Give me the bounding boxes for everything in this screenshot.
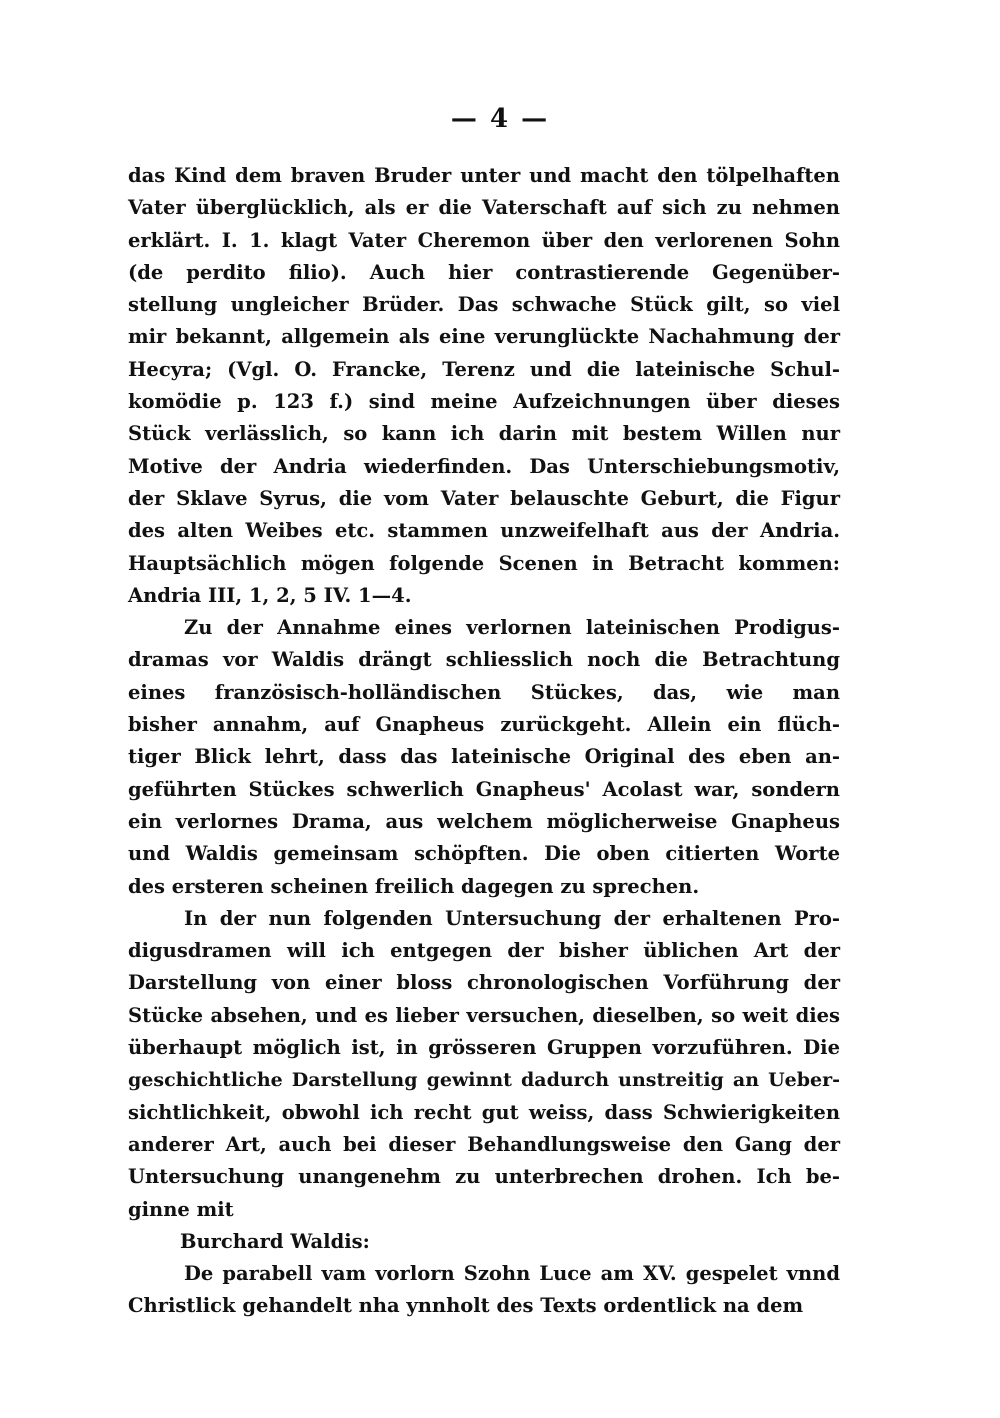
text-line: der Sklave Syrus, die vom Vater belauschte Geburt, die Figur	[128, 486, 840, 510]
text-line: digusdramen will ich entgegen der bisher üblichen Art der	[128, 939, 840, 963]
text-line: ginne mit	[128, 1197, 234, 1221]
text-line: anderer Art, auch bei dieser Behandlungsweise den Gang der	[128, 1132, 840, 1156]
text-line: dramas vor Waldis drängt schliesslich noch die Betrachtung	[128, 648, 840, 672]
section-heading: Burchard Waldis:	[180, 1229, 370, 1253]
text-line: geführten Stückes schwerlich Gnapheus' Acolast war, sondern	[128, 777, 840, 801]
text-line: De parabell vam vorlorn Szohn Luce am XV. gespelet vnnd	[184, 1262, 840, 1286]
text-line: Stücke absehen, und es lieber versuchen, dieselben, so weit dies	[128, 1003, 840, 1027]
text-line: geschichtliche Darstellung gewinnt dadurch unstreitig an Ueber-	[128, 1069, 840, 1092]
text-line: sichtlichkeit, obwohl ich recht gut weiss, dass Schwierigkeiten	[128, 1100, 840, 1124]
text-line: eines französisch-holländischen Stückes, das, wie man	[128, 680, 840, 704]
text-line: In der nun folgenden Untersuchung der erhaltenen Pro-	[184, 906, 840, 930]
text-line: Stück verlässlich, so kann ich darin mit bestem Willen nur	[128, 422, 840, 446]
text-line: stellung ungleicher Brüder. Das schwache Stück gilt, so viel	[128, 293, 840, 317]
text-line: bisher annahm, auf Gnapheus zurückgeht. Allein ein flüch-	[128, 713, 840, 737]
body-text	[128, 160, 840, 1323]
text-line: (de perdito filio). Auch hier contrastierende Gegenüber-	[128, 260, 840, 284]
text-line: ein verlornes Drama, aus welchem möglicherweise Gnapheus	[128, 809, 840, 833]
text-line: Darstellung von einer bloss chronologischen Vorführung der	[128, 971, 840, 995]
text-line: tiger Blick lehrt, dass das lateinische Original des eben an-	[128, 745, 840, 769]
text-line: überhaupt möglich ist, in grösseren Gruppen vorzuführen. Die	[128, 1036, 840, 1060]
page-number: — 4 —	[450, 104, 550, 134]
text-line: des ersteren scheinen freilich dagegen zu sprechen.	[128, 874, 700, 898]
text-line: erklärt. I. 1. klagt Vater Cheremon über den verlorenen Sohn	[128, 228, 840, 252]
text-line: das Kind dem braven Bruder unter und macht den tölpelhaften	[128, 164, 840, 187]
text-line: des alten Weibes etc. stammen unzweifelhaft aus der Andria.	[128, 519, 840, 543]
text-line: Motive der Andria wiederfinden. Das Unterschiebungsmotiv,	[128, 454, 840, 478]
text-line: Untersuchung unangenehm zu unterbrechen drohen. Ich be-	[128, 1165, 840, 1189]
text-line: Zu der Annahme eines verlornen lateinischen Prodigus-	[184, 616, 840, 640]
text-line: mir bekannt, allgemein als eine verunglückte Nachahmung der	[128, 325, 840, 349]
text-line: Christlick gehandelt nha ynnholt des Texts ordentlick na dem	[128, 1294, 804, 1318]
text-line: und Waldis gemeinsam schöpften. Die oben citierten Worte	[128, 842, 840, 866]
text-line: Andria III, 1, 2, 5 IV. 1—4.	[128, 583, 412, 607]
text-line: komödie p. 123 f.) sind meine Aufzeichnungen über dieses	[128, 390, 840, 414]
text-line: Hecyra; (Vgl. O. Francke, Terenz und die lateinische Schul-	[128, 357, 840, 381]
text-line: Hauptsächlich mögen folgende Scenen in Betracht kommen:	[128, 551, 840, 575]
text-line: Vater überglücklich, als er die Vaterschaft auf sich zu nehmen	[128, 196, 840, 220]
